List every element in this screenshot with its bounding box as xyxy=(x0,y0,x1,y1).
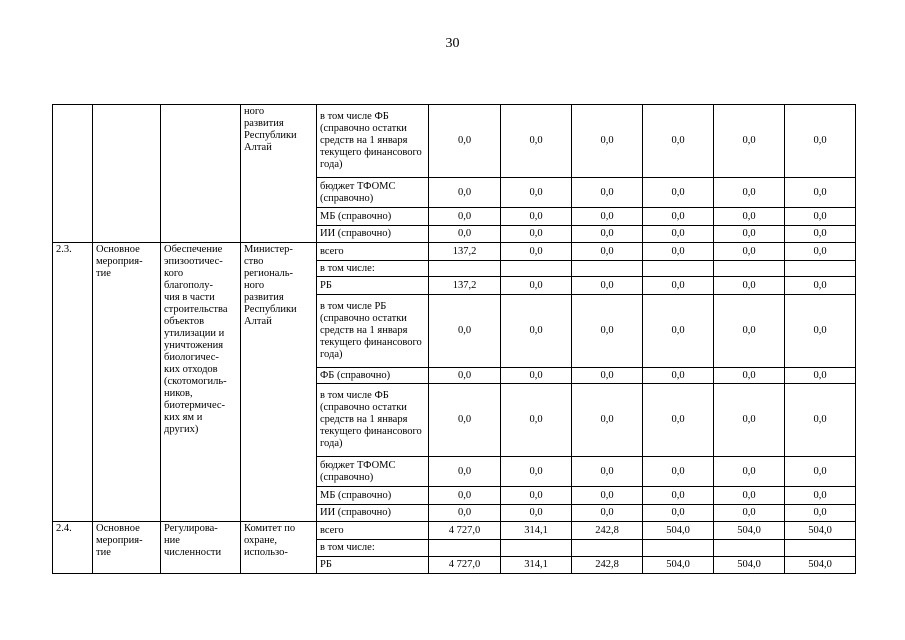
measure-code: 2.3. xyxy=(53,243,93,522)
funding-source: ИИ (справочно) xyxy=(317,226,429,243)
funding-source: МБ (справочно) xyxy=(317,208,429,226)
value-cell: 0,0 xyxy=(429,368,501,384)
value-cell: 0,0 xyxy=(785,243,856,261)
value-cell: 0,0 xyxy=(501,505,572,522)
value-cell: 504,0 xyxy=(714,557,785,574)
value-cell: 314,1 xyxy=(501,522,572,540)
value-cell: 0,0 xyxy=(714,295,785,368)
value-cell: 0,0 xyxy=(714,178,785,208)
value-cell xyxy=(501,540,572,557)
table-row xyxy=(53,243,856,261)
value-cell: 0,0 xyxy=(501,384,572,457)
value-cell xyxy=(429,261,501,277)
value-cell: 0,0 xyxy=(572,368,643,384)
value-cell: 0,0 xyxy=(429,178,501,208)
funding-source: в том числе: xyxy=(317,261,429,277)
value-cell: 0,0 xyxy=(643,105,714,178)
value-cell: 314,1 xyxy=(501,557,572,574)
value-cell: 0,0 xyxy=(572,208,643,226)
value-cell: 0,0 xyxy=(643,295,714,368)
value-cell: 0,0 xyxy=(714,487,785,505)
value-cell: 0,0 xyxy=(501,178,572,208)
value-cell: 242,8 xyxy=(572,557,643,574)
measure-type: Основное мероприя- тие xyxy=(93,243,161,522)
value-cell xyxy=(501,261,572,277)
funding-source: в том числе ФБ (справочно остатки средств на 1 января текущего финансового года) xyxy=(317,384,429,457)
measure-executor: ного развития Республики Алтай xyxy=(241,105,317,243)
value-cell xyxy=(572,261,643,277)
table-row xyxy=(53,105,856,178)
funding-source: МБ (справочно) xyxy=(317,487,429,505)
value-cell: 0,0 xyxy=(572,243,643,261)
value-cell: 0,0 xyxy=(572,384,643,457)
value-cell: 0,0 xyxy=(785,105,856,178)
value-cell: 242,8 xyxy=(572,522,643,540)
value-cell xyxy=(643,540,714,557)
value-cell: 504,0 xyxy=(643,522,714,540)
value-cell: 0,0 xyxy=(501,277,572,295)
table-row xyxy=(53,522,856,540)
value-cell: 0,0 xyxy=(714,505,785,522)
value-cell: 0,0 xyxy=(714,368,785,384)
value-cell: 504,0 xyxy=(714,522,785,540)
funding-source: РБ xyxy=(317,557,429,574)
measure-type: Основное мероприя- тие xyxy=(93,522,161,574)
value-cell xyxy=(429,540,501,557)
value-cell: 0,0 xyxy=(429,505,501,522)
value-cell: 0,0 xyxy=(572,505,643,522)
funding-source: в том числе ФБ (справочно остатки средств на 1 января текущего финансового года) xyxy=(317,105,429,178)
funding-source: бюджет ТФОМС (справочно) xyxy=(317,178,429,208)
value-cell: 0,0 xyxy=(429,384,501,457)
value-cell: 0,0 xyxy=(643,487,714,505)
measure-code: 2.4. xyxy=(53,522,93,574)
value-cell xyxy=(643,261,714,277)
funding-source: РБ xyxy=(317,277,429,295)
value-cell: 0,0 xyxy=(643,368,714,384)
measure-code xyxy=(53,105,93,243)
value-cell: 0,0 xyxy=(643,505,714,522)
value-cell: 0,0 xyxy=(429,208,501,226)
value-cell: 0,0 xyxy=(572,457,643,487)
value-cell: 0,0 xyxy=(501,368,572,384)
value-cell: 0,0 xyxy=(429,226,501,243)
funding-source: в том числе: xyxy=(317,540,429,557)
value-cell xyxy=(572,540,643,557)
value-cell: 504,0 xyxy=(785,557,856,574)
value-cell: 4 727,0 xyxy=(429,557,501,574)
page-number: 30 xyxy=(445,36,460,51)
measure-executor: Министер- ство региональ- ного развития Республики Алтай xyxy=(241,243,317,522)
value-cell: 0,0 xyxy=(785,457,856,487)
value-cell: 504,0 xyxy=(785,522,856,540)
value-cell: 0,0 xyxy=(501,487,572,505)
value-cell: 0,0 xyxy=(714,105,785,178)
value-cell: 0,0 xyxy=(501,105,572,178)
funding-source: ИИ (справочно) xyxy=(317,505,429,522)
table-body xyxy=(53,105,856,574)
value-cell: 0,0 xyxy=(501,457,572,487)
value-cell: 0,0 xyxy=(785,368,856,384)
funding-source: ФБ (справочно) xyxy=(317,368,429,384)
value-cell: 0,0 xyxy=(501,226,572,243)
value-cell: 0,0 xyxy=(429,295,501,368)
value-cell: 0,0 xyxy=(429,105,501,178)
value-cell: 0,0 xyxy=(572,178,643,208)
value-cell: 0,0 xyxy=(429,457,501,487)
value-cell: 0,0 xyxy=(572,295,643,368)
value-cell: 0,0 xyxy=(429,487,501,505)
measure-name xyxy=(161,105,241,243)
value-cell: 0,0 xyxy=(572,277,643,295)
value-cell: 0,0 xyxy=(714,277,785,295)
funding-source: бюджет ТФОМС (справочно) xyxy=(317,457,429,487)
value-cell: 0,0 xyxy=(785,208,856,226)
value-cell: 0,0 xyxy=(501,243,572,261)
value-cell: 0,0 xyxy=(501,208,572,226)
measure-type xyxy=(93,105,161,243)
funding-source: в том числе РБ (справочно остатки средств на 1 января текущего финансового года) xyxy=(317,295,429,368)
value-cell: 504,0 xyxy=(643,557,714,574)
value-cell xyxy=(714,540,785,557)
value-cell: 4 727,0 xyxy=(429,522,501,540)
value-cell: 137,2 xyxy=(429,277,501,295)
value-cell: 0,0 xyxy=(785,295,856,368)
value-cell: 0,0 xyxy=(785,384,856,457)
value-cell: 0,0 xyxy=(643,457,714,487)
funding-source: всего xyxy=(317,243,429,261)
value-cell: 0,0 xyxy=(785,487,856,505)
value-cell: 0,0 xyxy=(785,178,856,208)
value-cell: 0,0 xyxy=(714,384,785,457)
measure-executor: Комитет по охране, использо- xyxy=(241,522,317,574)
value-cell: 0,0 xyxy=(785,505,856,522)
measure-name: Регулирова- ние численности xyxy=(161,522,241,574)
value-cell: 0,0 xyxy=(643,226,714,243)
value-cell: 0,0 xyxy=(714,208,785,226)
value-cell: 0,0 xyxy=(572,226,643,243)
funding-source: всего xyxy=(317,522,429,540)
value-cell: 0,0 xyxy=(643,384,714,457)
budget-table xyxy=(52,104,856,574)
value-cell xyxy=(785,261,856,277)
value-cell: 137,2 xyxy=(429,243,501,261)
value-cell: 0,0 xyxy=(714,457,785,487)
value-cell: 0,0 xyxy=(714,243,785,261)
value-cell: 0,0 xyxy=(572,487,643,505)
value-cell: 0,0 xyxy=(785,277,856,295)
value-cell: 0,0 xyxy=(572,105,643,178)
value-cell xyxy=(714,261,785,277)
value-cell: 0,0 xyxy=(643,178,714,208)
value-cell: 0,0 xyxy=(785,226,856,243)
value-cell: 0,0 xyxy=(714,226,785,243)
value-cell: 0,0 xyxy=(643,243,714,261)
value-cell: 0,0 xyxy=(643,208,714,226)
value-cell xyxy=(785,540,856,557)
value-cell: 0,0 xyxy=(501,295,572,368)
value-cell: 0,0 xyxy=(643,277,714,295)
measure-name: Обеспечение эпизоотичес- кого благополу- чия в части строительства объектов утилизации и уничтожения биологичес- ких отходов (скотомогиль- ников, биотермичес- ких ям и других) xyxy=(161,243,241,522)
